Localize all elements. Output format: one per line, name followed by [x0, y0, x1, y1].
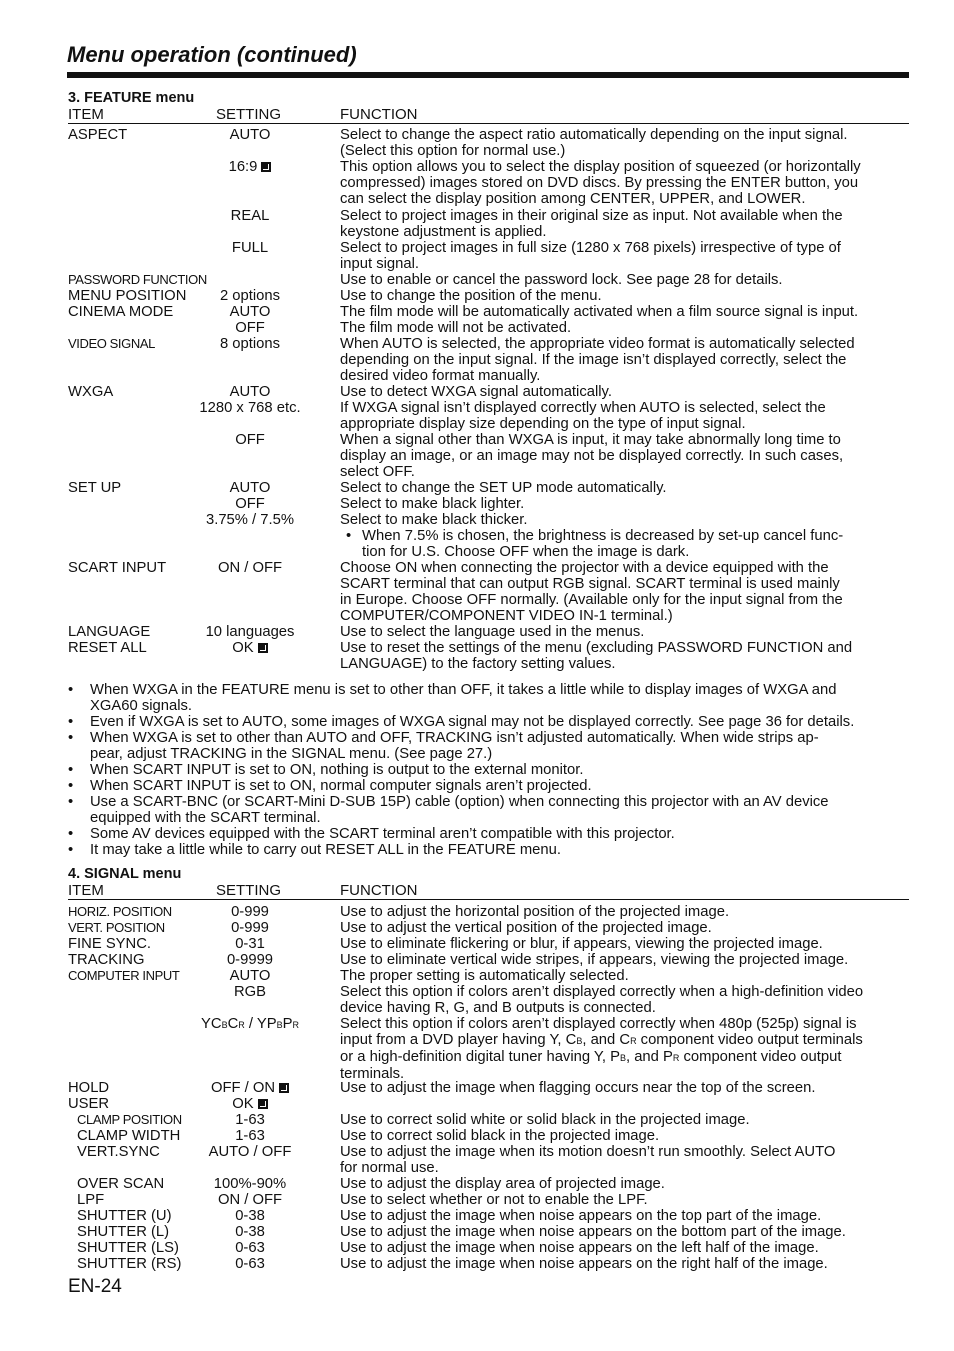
- function-cell: Use to adjust the image when noise appears on the right half of the image.: [340, 1256, 828, 1272]
- setting-cell: 0-999: [231, 920, 269, 936]
- function-cell: Use to select whether or not to enable the LPF.: [340, 1192, 648, 1208]
- setting-cell: OFF: [235, 432, 265, 448]
- item-cell: CINEMA MODE: [68, 304, 174, 320]
- function-cell: Select to change the SET UP mode automatically.: [340, 480, 667, 496]
- function-cell: Use to correct solid white or solid black in the projected image.: [340, 1112, 750, 1128]
- setting-cell: 0-999: [231, 904, 269, 920]
- item-cell: LANGUAGE: [68, 624, 151, 640]
- setting-cell: 1-63: [235, 1128, 265, 1144]
- enter-key-icon: [258, 1099, 268, 1109]
- function-cell: Use to adjust the image when flagging occurs near the top of the screen.: [340, 1080, 816, 1096]
- item-cell: COMPUTER INPUT: [68, 968, 180, 983]
- item-cell: TRACKING: [68, 952, 145, 968]
- title-rule: [67, 72, 909, 78]
- setting-cell: AUTO: [229, 480, 271, 496]
- note-item: • Use a SCART-BNC (or SCART-Mini D-SUB 15P) cable (option) when connecting this projector with an AV device equipped with the SCART terminal.: [68, 794, 909, 826]
- function-cell: Use to select the language used in the menus.: [340, 624, 645, 640]
- col-function: FUNCTION: [340, 882, 418, 899]
- item-cell: WXGA: [68, 384, 114, 400]
- setting-cell: 0-9999: [226, 952, 274, 968]
- col-function: FUNCTION: [340, 106, 418, 123]
- function-cell: Use to adjust the image when its motion doesn’t run smoothly. Select AUTO for normal use.: [340, 1144, 836, 1176]
- setting-cell: [168, 640, 332, 656]
- function-cell: Use to detect WXGA signal automatically.: [340, 384, 612, 400]
- setting-cell: AUTO: [229, 384, 271, 400]
- item-cell: VERT. POSITION: [68, 920, 165, 935]
- item-cell: HORIZ. POSITION: [68, 904, 172, 919]
- setting-cell: 0-63: [235, 1240, 265, 1256]
- enter-key-icon: [261, 162, 271, 172]
- setting-text: OFF / ON: [210, 1080, 276, 1096]
- function-cell: If WXGA signal isn’t displayed correctly when AUTO is selected, select the appropriate display size depending on the type of input signal.: [340, 400, 826, 432]
- function-bullet: • When 7.5% is chosen, the brightness is decreased by set-up cancel func- tion for U.S. Choose OFF when the image is dark.: [340, 528, 912, 560]
- setting-cell: 100%-90%: [213, 1176, 287, 1192]
- function-cell: Use to enable or cancel the password lock. See page 28 for details.: [340, 272, 783, 288]
- setting-cell: YCBCR / YPBPR: [201, 1016, 299, 1032]
- setting-cell: AUTO: [229, 304, 271, 320]
- setting-cell: 0-31: [235, 936, 265, 952]
- setting-cell: OFF: [235, 320, 265, 336]
- setting-text: OK: [232, 640, 254, 656]
- setting-cell: AUTO: [229, 968, 271, 984]
- setting-cell: [168, 159, 332, 175]
- setting-cell: ON / OFF: [217, 560, 283, 576]
- note-item: • When WXGA is set to other than AUTO and OFF, TRACKING isn’t adjusted automatically. When wide strips ap- pear, adjust TRACKING in the SIGNAL menu. (See page 27.): [68, 730, 909, 762]
- function-cell: This option allows you to select the display position of squeezed (or horizontally compressed) images stored on DVD discs. By pressing the ENTER button, you can select the display position among CENTER, UPPER, and LOWER.: [340, 159, 861, 207]
- setting-cell: 8 options: [219, 336, 281, 352]
- setting-cell: RGB: [233, 984, 267, 1000]
- setting-cell: FULL: [231, 240, 269, 256]
- enter-key-icon: [279, 1083, 289, 1093]
- item-cell: SHUTTER (RS): [77, 1256, 182, 1272]
- feature-table-header: [68, 106, 909, 124]
- setting-cell: 10 languages: [205, 624, 295, 640]
- item-cell: MENU POSITION: [68, 288, 187, 304]
- item-cell: OVER SCAN: [77, 1176, 165, 1192]
- item-cell: CLAMP POSITION: [77, 1112, 182, 1127]
- note-item: • Some AV devices equipped with the SCART terminal aren’t compatible with this projector.: [68, 826, 909, 842]
- note-item: • When SCART INPUT is set to ON, nothing is output to the external monitor.: [68, 762, 909, 778]
- setting-cell: OFF: [235, 496, 265, 512]
- setting-cell: 0-38: [235, 1224, 265, 1240]
- function-cell: The proper setting is automatically selected.: [340, 968, 629, 984]
- function-cell: [340, 512, 912, 560]
- function-cell: Use to adjust the image when noise appears on the left half of the image.: [340, 1240, 819, 1256]
- function-cell: Use to eliminate flickering or blur, if appears, viewing the projected image.: [340, 936, 823, 952]
- setting-cell: 1-63: [235, 1112, 265, 1128]
- item-cell: SHUTTER (U): [77, 1208, 172, 1224]
- item-cell: HOLD: [68, 1080, 110, 1096]
- setting-cell: AUTO / OFF: [208, 1144, 292, 1160]
- item-cell: SHUTTER (L): [77, 1224, 170, 1240]
- setting-cell: 2 options: [219, 288, 281, 304]
- function-cell: Select this option if colors aren’t displayed correctly when 480p (525p) signal is input from a DVD player having Y, CB, and CR component video output terminals or a high-definition digital tuner having Y, PB, and PR component video output terminals.: [340, 1016, 863, 1082]
- function-cell: Use to adjust the image when noise appears on the top part of the image.: [340, 1208, 822, 1224]
- setting-cell: 3.75% / 7.5%: [205, 512, 294, 528]
- setting-text: OK: [232, 1096, 254, 1112]
- setting-cell: [168, 1080, 332, 1096]
- setting-cell: 0-63: [235, 1256, 265, 1272]
- setting-cell: [168, 1096, 332, 1112]
- item-cell: CLAMP WIDTH: [77, 1128, 181, 1144]
- function-cell: The film mode will not be activated.: [340, 320, 572, 336]
- enter-key-icon: [258, 643, 268, 653]
- col-item: ITEM: [68, 882, 104, 899]
- item-cell: RESET ALL: [68, 640, 147, 656]
- setting-text: 16:9: [228, 159, 258, 175]
- setting-cell: 0-38: [235, 1208, 265, 1224]
- note-item: • When WXGA in the FEATURE menu is set to other than OFF, it takes a little while to display images of WXGA and XGA60 signals.: [68, 682, 909, 714]
- function-cell: Use to change the position of the menu.: [340, 288, 602, 304]
- function-cell: Select to change the aspect ratio automatically depending on the input signal. (Select this option for normal use.): [340, 127, 848, 159]
- function-cell: Select to project images in their original size as input. Not available when the keystone adjustment is applied.: [340, 208, 843, 240]
- signal-menu-heading: 4. SIGNAL menu: [68, 866, 182, 882]
- function-cell: Use to adjust the vertical position of the projected image.: [340, 920, 712, 936]
- feature-menu-heading: 3. FEATURE menu: [68, 90, 195, 106]
- item-cell: SCART INPUT: [68, 560, 167, 576]
- col-setting: SETTING: [216, 882, 282, 899]
- function-cell: When AUTO is selected, the appropriate video format is automatically selected depending on the input signal. If the image isn’t displayed correctly, select the desired video format manually.: [340, 336, 855, 384]
- setting-cell: AUTO: [229, 127, 271, 143]
- function-cell: Use to reset the settings of the menu (excluding PASSWORD FUNCTION and LANGUAGE) to the factory setting values.: [340, 640, 853, 672]
- function-cell: Use to adjust the horizontal position of the projected image.: [340, 904, 730, 920]
- function-cell: Select this option if colors aren’t displayed correctly when a high-definition video device having R, G, and B outputs is connected.: [340, 984, 864, 1016]
- setting-cell: 1280 x 768 etc.: [199, 400, 301, 416]
- item-cell: SHUTTER (LS): [77, 1240, 179, 1256]
- col-item: ITEM: [68, 106, 104, 123]
- setting-cell: REAL: [230, 208, 270, 224]
- item-cell: VIDEO SIGNAL: [68, 336, 155, 351]
- item-cell: ASPECT: [68, 127, 128, 143]
- col-setting: SETTING: [216, 106, 282, 123]
- function-cell: Select to project images in full size (1280 x 768 pixels) irrespective of type of input signal.: [340, 240, 841, 272]
- item-cell: FINE SYNC.: [68, 936, 152, 952]
- note-item: • Even if WXGA is set to AUTO, some images of WXGA signal may not be displayed correctly. See page 36 for details.: [68, 714, 909, 730]
- function-text: Select to make black thicker.: [340, 512, 528, 528]
- function-cell: Use to correct solid black in the projected image.: [340, 1128, 660, 1144]
- note-item: • When SCART INPUT is set to ON, normal computer signals aren’t projected.: [68, 778, 909, 794]
- page-number: EN-24: [68, 1276, 122, 1297]
- item-cell: VERT.SYNC: [77, 1144, 160, 1160]
- item-cell: USER: [68, 1096, 110, 1112]
- page-title: Menu operation (continued): [67, 42, 357, 67]
- function-cell: When a signal other than WXGA is input, it may take abnormally long time to display an image, or an image may not be displayed correctly. In such cases, select OFF.: [340, 432, 844, 480]
- signal-table-header: [68, 882, 909, 900]
- item-cell: SET UP: [68, 480, 122, 496]
- function-cell: Choose ON when connecting the projector with a device equipped with the SCART terminal that can output RGB signal. SCART terminal is used mainly in Europe. Choose OFF normally. (Available only for the input signal from the COMPUTER/COMPONENT VIDEO IN-1 terminal.): [340, 560, 843, 624]
- feature-notes: [68, 682, 909, 858]
- note-item: • It may take a little while to carry out RESET ALL in the FEATURE menu.: [68, 842, 909, 858]
- setting-cell: ON / OFF: [217, 1192, 283, 1208]
- item-cell: LPF: [77, 1192, 105, 1208]
- function-cell: Use to adjust the image when noise appears on the bottom part of the image.: [340, 1224, 846, 1240]
- function-cell: Use to eliminate vertical wide stripes, if appears, viewing the projected image.: [340, 952, 849, 968]
- item-cell: PASSWORD FUNCTION: [68, 272, 207, 287]
- function-cell: The film mode will be automatically activated when a film source signal is input.: [340, 304, 859, 320]
- function-cell: Select to make black lighter.: [340, 496, 525, 512]
- function-cell: Use to adjust the display area of projected image.: [340, 1176, 665, 1192]
